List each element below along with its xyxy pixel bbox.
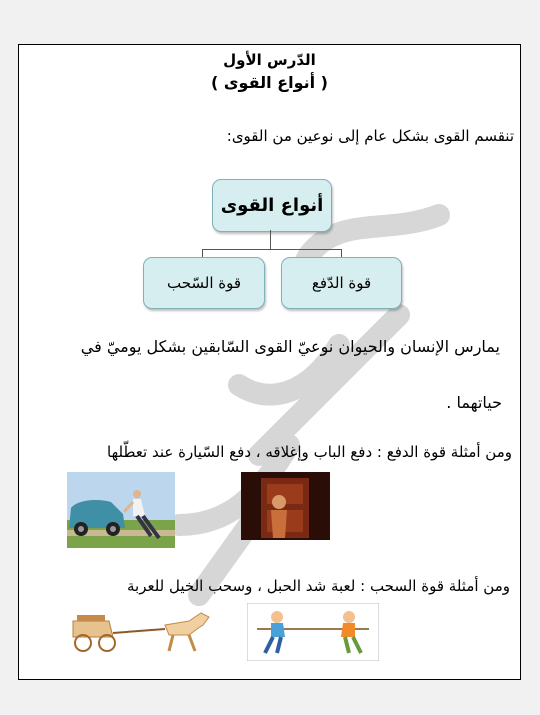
connector-vertical-root: [270, 230, 271, 249]
diagram-pull-box: قوة السّحب: [143, 257, 265, 309]
connector-vertical-push: [341, 249, 342, 257]
pushing-car-photo: [67, 472, 175, 548]
connector-horizontal: [202, 249, 342, 250]
lesson-title: [19, 51, 520, 92]
lesson-subtitle: ( أنواع القوى ): [211, 73, 328, 92]
door-push-photo: [241, 472, 330, 540]
pull-examples-text: ومن أمثلة قوة السحب : لعبة شد الحبل ، وسحب الخيل للعربة: [126, 577, 510, 595]
push-examples-text: ومن أمثلة قوة الدفع : دفع الباب وإغلاقه ، دفع السّيارة عند تعطّلها: [107, 443, 512, 461]
horse-carriage-illustration: [69, 607, 219, 657]
diagram-push-box: قوة الدّفع: [281, 257, 402, 309]
lesson-title-line: الدّرس الأول: [223, 51, 316, 69]
diagram-root-box: أنواع القوى: [212, 179, 332, 232]
worksheet-page: [18, 44, 521, 680]
paragraph-line-1: يمارس الإنسان والحيوان نوعيّ القوى السّابقين بشكل يوميّ في: [80, 337, 500, 356]
connector-vertical-pull: [202, 249, 203, 257]
tug-of-war-illustration: [247, 603, 379, 661]
intro-text: تنقسم القوى بشكل عام إلى نوعين من القوى:: [226, 127, 514, 145]
paragraph-line-2: حياتهما .: [446, 393, 502, 412]
